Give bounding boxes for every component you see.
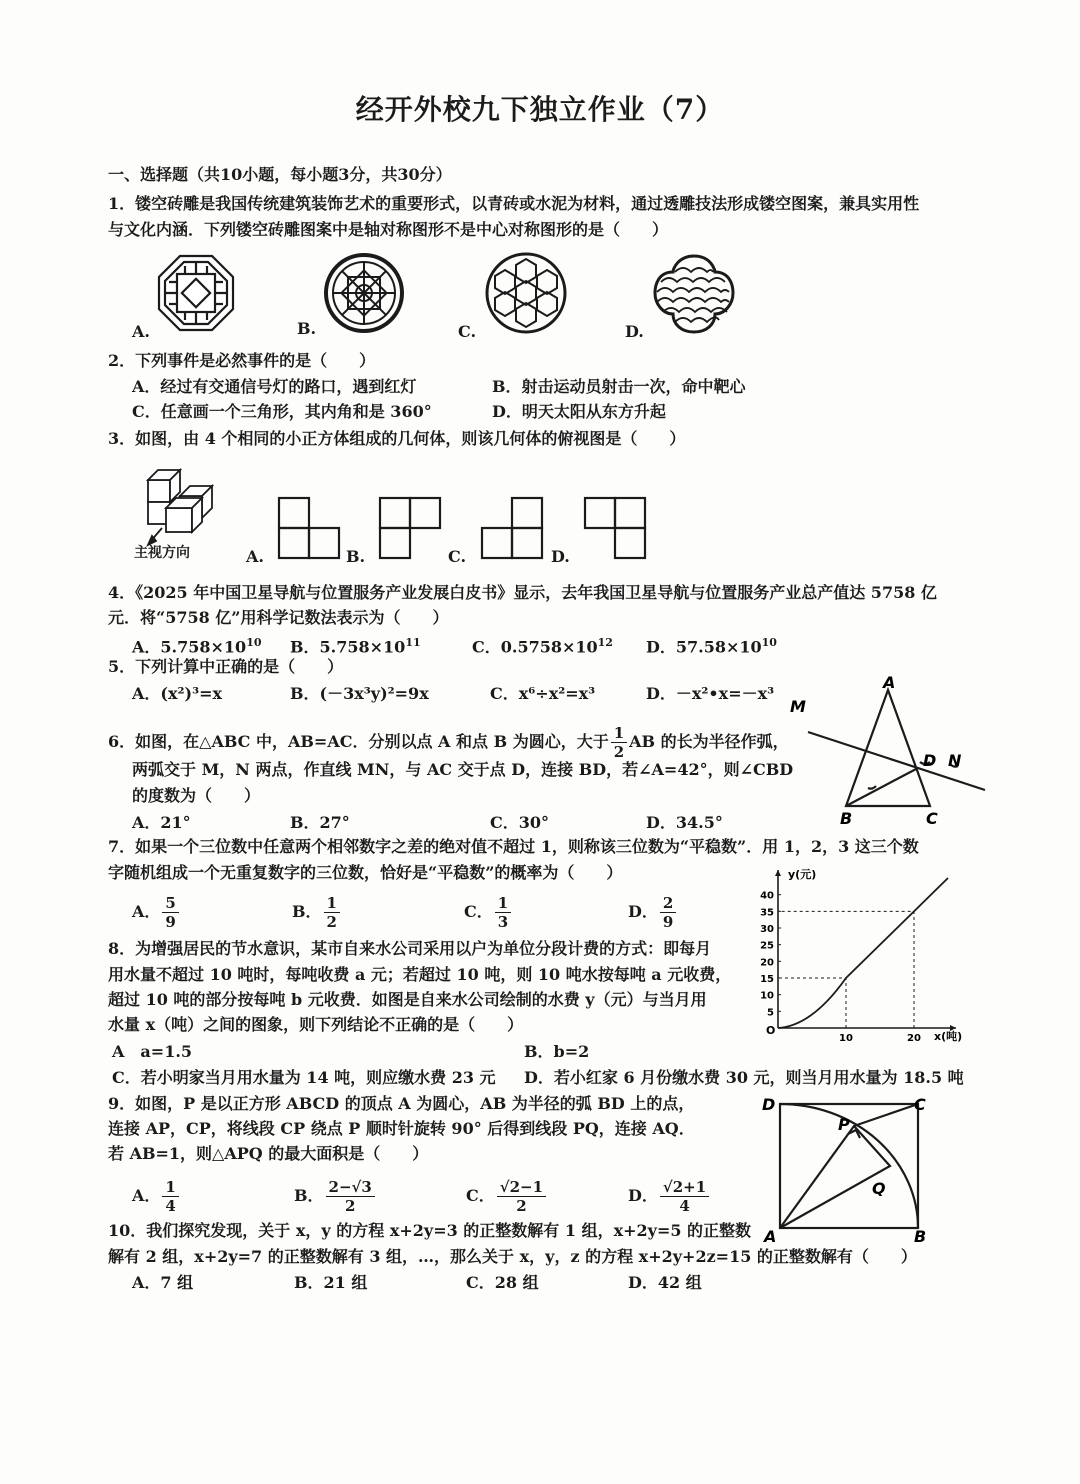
q3-figures — [140, 462, 660, 562]
q5-option-d: D．－x²•x=－x³ — [646, 684, 775, 703]
q10-option-d: D．42 组 — [628, 1273, 702, 1292]
q7-line2: 字随机组成一个无重复数字的三位数，恰好是“平稳数”的概率为（ ） — [108, 863, 623, 882]
q2-option-d: D．明天太阳从东方升起 — [492, 402, 666, 421]
q8-fee-line — [778, 878, 948, 1028]
q8-x-axis-label: x(吨) — [934, 1030, 963, 1042]
q8-option-d: D．若小红家 6 月份缴水费 30 元，则当月用水量为 18.5 吨 — [524, 1068, 964, 1087]
q10-option-c: C．28 组 — [466, 1273, 539, 1292]
q8-y-tick-label: 5 — [767, 1007, 774, 1019]
q1-option-c: C. — [458, 322, 477, 341]
q1-option-b: B. — [297, 319, 317, 338]
q1-option-a: A. — [132, 322, 150, 341]
q6-label-a: A — [883, 673, 896, 692]
q10-option-a: A．7 组 — [132, 1273, 194, 1292]
q4-option-b: B．$5.758\times 10^{11}$ — [290, 636, 421, 657]
q7-option-a: A． $\frac{5}{9}$ — [132, 894, 181, 931]
q1-pattern-c — [487, 254, 565, 332]
q7-option-c: C． $\frac{1}{3}$ — [464, 894, 513, 931]
q8-y-tick-label: 10 — [760, 990, 774, 1002]
q10-option-b: B．21 组 — [294, 1273, 368, 1292]
q3-view-a — [279, 498, 339, 558]
q2-option-c: C．任意画一个三角形，其内角和是 360° — [132, 402, 432, 421]
q3-option-a: A. — [246, 547, 264, 566]
q9-option-d: D． $\frac{√2+1}{4}$ — [628, 1178, 711, 1215]
q8-dashed-guide — [778, 911, 914, 1028]
q9-label-a: A — [764, 1227, 777, 1246]
q3-view-c — [482, 498, 542, 558]
page-title: 经开外校九下独立作业（7） — [355, 93, 725, 126]
q8-line2: 用水量不超过 10 吨时，每吨收费 a 元；若超过 10 吨，则 10 吨水按每吨 a 元收费， — [108, 965, 732, 984]
q1-pattern-a — [159, 256, 233, 330]
q5-option-c: C．x⁶÷x²=x³ — [490, 684, 596, 703]
q8-line3: 超过 10 吨的部分按每吨 b 元收费．如图是自来水公司绘制的水费 y（元）与当月用 — [108, 990, 707, 1009]
q8-y-axis-arrow — [775, 870, 781, 876]
q6-label-c: C — [926, 809, 938, 828]
q8-y-tick-label: 35 — [760, 907, 774, 919]
q6-label-n: N — [948, 751, 962, 770]
q9-option-a: A． $\frac{1}{4}$ — [132, 1178, 181, 1215]
q9-label-p: P — [838, 1115, 850, 1134]
q9-label-q: Q — [872, 1179, 886, 1198]
q3-option-b: B. — [346, 547, 366, 566]
q9-option-b: B． $\frac{2-√3}{2}$ — [294, 1178, 377, 1215]
q6-label-d: D — [923, 751, 937, 770]
q6-line2: 两弧交于 M，N 两点，作直线 MN，与 AC 交于点 D，连接 BD，若∠A=42°，则∠CBD — [132, 760, 794, 779]
q9-line1: 9．如图，P 是以正方形 ABCD 的顶点 A 为圆心，AB 为半径的弧 BD 上的点， — [108, 1094, 695, 1113]
q8-x-tick-label: 10 — [839, 1033, 853, 1042]
q4-option-c: C．$0.5758\times 10^{12}$ — [472, 636, 613, 657]
q3-option-c: C. — [448, 547, 467, 566]
q6-triangle-figure — [780, 672, 1000, 832]
q1-line1: 1．镂空砖雕是我国传统建筑装饰艺术的重要形式，以青砖或水泥为材料，通过透雕技法形成镂空图案，兼具实用性 — [108, 194, 920, 213]
q7-line1: 7．如果一个三位数中任意两个相邻数字之差的绝对值不超过 1，则称该三位数为“平稳数”．用 1，2，3 这三个数 — [108, 837, 919, 856]
q8-option-a: A a=1.5 — [112, 1042, 193, 1061]
q8-y-tick-label: 15 — [760, 974, 774, 985]
q9-option-c: C． $\frac{√2-1}{2}$ — [466, 1178, 548, 1215]
q9-label-b: B — [914, 1227, 927, 1246]
q8-water-fee-graph — [752, 862, 967, 1042]
q6-half-fraction: $\frac{1}{2}$ — [611, 724, 627, 761]
q8-y-tick-label: 30 — [760, 924, 774, 935]
q8-y-tick-label: 25 — [760, 940, 774, 952]
q8-option-c: C．若小明家当月用水量为 14 吨，则应缴水费 23 元 — [112, 1068, 496, 1087]
q8-y-axis-label: y(元) — [788, 868, 817, 881]
q3-view-b — [380, 498, 440, 558]
q8-line1: 8．为增强居民的节水意识，某市自来水公司采用以户为单位分段计费的方式：即每月 — [108, 939, 712, 958]
q6-option-b: B．27° — [290, 813, 350, 832]
q6-option-a: A．21° — [132, 813, 191, 832]
q6-line3: 的度数为（ ） — [132, 786, 261, 805]
q3-cube-solid — [148, 470, 212, 545]
q8-y-tick-label: 40 — [760, 890, 774, 902]
q1-option-d: D. — [625, 322, 644, 341]
q6-label-b: B — [840, 809, 853, 828]
q3-stem: 3．如图，由 4 个相同的小正方体组成的几何体，则该几何体的俯视图是（ ） — [108, 429, 686, 448]
q3-view-d — [585, 498, 645, 558]
q2-option-b: B．射击运动员射击一次，命中靶心 — [492, 377, 746, 396]
q3-view-direction-label: 主视方向 — [134, 545, 190, 561]
section-heading: 一、选择题（共10小题，每小题3分，共30分） — [108, 165, 452, 184]
q4-option-a: A．$5.758\times 10^{10}$ — [132, 636, 262, 657]
q8-y-tick-label: 20 — [760, 957, 774, 969]
q8-option-b: B．b=2 — [524, 1042, 590, 1061]
q10-line2: 解有 2 组，x+2y=7 的正整数解有 3 组，…，那么关于 x，y，z 的方程 x+2y+2z=15 的正整数解有（ ） — [108, 1247, 917, 1266]
q6-option-c: C．30° — [490, 813, 550, 832]
q9-label-d: D — [762, 1095, 776, 1114]
q5-stem: 5．下列计算中正确的是（ ） — [108, 657, 344, 676]
q7-option-d: D． $\frac{2}{9}$ — [628, 894, 678, 931]
q9-line2: 连接 AP，CP，将线段 CP 绕点 P 顺时针旋转 90° 后得到线段 PQ，连接 AQ． — [108, 1119, 695, 1138]
q6-option-d: D．34.5° — [646, 813, 723, 832]
q1-line2: 与文化内涵．下列镂空砖雕图案中是轴对称图形不是中心对称图形的是（ ） — [108, 220, 669, 239]
q9-square-figure — [758, 1090, 938, 1250]
q1-pattern-b — [326, 255, 402, 331]
q3-option-d: D. — [551, 547, 570, 566]
q2-stem: 2．下列事件是必然事件的是（ ） — [108, 351, 376, 370]
q1-pattern-d — [655, 256, 733, 332]
q8-line4: 水量 x（吨）之间的图象，则下列结论不正确的是（ ） — [108, 1015, 524, 1034]
q8-x-tick-label: 20 — [907, 1033, 921, 1042]
q8-origin-label: O — [766, 1024, 776, 1037]
q6-label-m: M — [790, 697, 806, 716]
q6-line1: 6．如图，在△ABC 中，AB=AC．分别以点 A 和点 B 为圆心，大于 $\frac{1}{2}$ AB 的长为半径作弧， — [108, 724, 789, 761]
q9-label-c: C — [914, 1095, 926, 1114]
q5-option-b: B．(－3x³y)²=9x — [290, 684, 429, 703]
q4-option-d: D．$57.58\times 10^{10}$ — [646, 636, 777, 657]
q8-plot-area — [760, 870, 956, 1042]
q10-line1: 10．我们探究发现，关于 x，y 的方程 x+2y=3 的正整数解有 1 组，x+2y=5 的正整数 — [108, 1221, 752, 1240]
q4-line1: 4．《2025 年中国卫星导航与位置服务产业发展白皮书》显示，去年我国卫星导航与位置服务产业总产值达 5758 亿 — [108, 583, 937, 602]
q7-option-b: B． $\frac{1}{2}$ — [292, 894, 342, 931]
q5-option-a: A．(x²)³=x — [132, 684, 223, 703]
q2-option-a: A．经过有交通信号灯的路口，遇到红灯 — [132, 377, 417, 396]
q9-line3: 若 AB=1，则△APQ 的最大面积是（ ） — [108, 1144, 429, 1163]
q8-dashed-guide — [778, 978, 846, 1028]
q4-line2: 元．将“5758 亿”用科学记数法表示为（ ） — [108, 608, 449, 627]
